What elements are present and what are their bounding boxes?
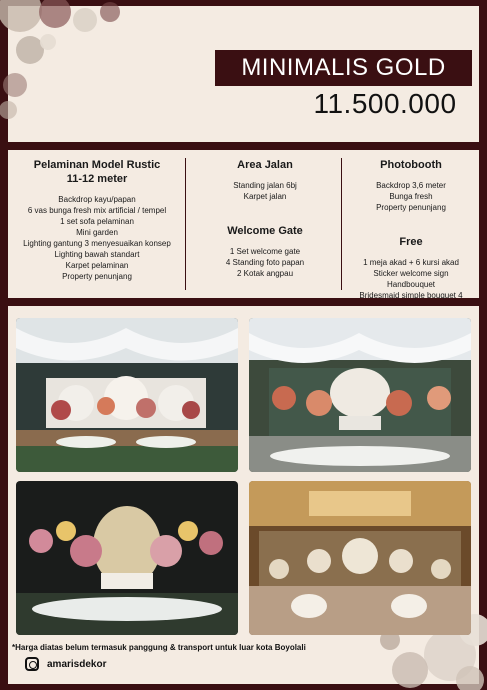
list-item: 1 Set welcome gate — [229, 247, 301, 256]
column-heading: Photobooth — [380, 159, 442, 171]
floral-decoration-top-left — [0, 0, 140, 120]
column-heading: Pelaminan Model Rustic 11-12 meter — [33, 159, 161, 185]
list-item: 1 set sofa pelaminan — [60, 217, 134, 226]
list-item: Standing jalan 6bj — [233, 181, 297, 190]
column-heading: Free — [399, 236, 423, 248]
column-photobooth — [346, 158, 476, 301]
list-item: 4 Standing foto papan — [225, 258, 305, 267]
list-item: Sticker welcome sign — [373, 269, 449, 278]
list-item: Property penunjang — [376, 203, 446, 212]
instagram-link[interactable] — [25, 657, 106, 671]
list-item: Backdrop 3,6 meter — [376, 181, 446, 190]
column-divider — [341, 158, 342, 290]
column-heading: Welcome Gate — [227, 225, 303, 237]
column-items — [190, 180, 340, 202]
column-items — [190, 246, 340, 279]
list-item: 6 vas bunga fresh mix artificial / tempel — [27, 206, 167, 215]
column-items — [346, 257, 476, 301]
list-item: Lighting gantung 3 menyesuaikan konsep — [23, 239, 171, 248]
list-item: 2 Kotak angpau — [236, 269, 294, 278]
decor-photo-4 — [249, 481, 471, 635]
list-item: 1 meja akad + 6 kursi akad — [363, 258, 459, 267]
list-item: Lighting bawah standart — [54, 250, 140, 259]
price-note: *Harga diatas belum termasuk panggung & transport untuk luar kota Boyolali — [12, 643, 306, 652]
info-band — [0, 142, 487, 306]
list-item: Bunga fresh — [389, 192, 433, 201]
decor-photo-2 — [249, 318, 471, 472]
package-price: 11.500.000 — [313, 88, 457, 119]
list-item: Handbouquet — [386, 280, 436, 289]
list-item: Karpet pelaminan — [65, 261, 129, 270]
list-item: Karpet jalan — [243, 192, 287, 201]
column-heading: Area Jalan — [237, 159, 293, 171]
info-panel — [8, 150, 479, 298]
column-items — [346, 180, 476, 213]
title-band — [215, 50, 472, 86]
instagram-handle: amarisdekor — [47, 658, 107, 670]
column-items — [12, 194, 182, 282]
column-area-jalan — [190, 158, 340, 279]
list-item: Property penunjang — [62, 272, 132, 281]
list-item: Mini garden — [76, 228, 118, 237]
column-divider — [185, 158, 186, 290]
column-pelaminan — [12, 158, 182, 282]
decor-photo-3 — [16, 481, 238, 635]
instagram-icon — [25, 657, 39, 671]
list-item: Bridesmaid simple bouquet 4 — [359, 291, 463, 300]
package-title: MINIMALIS GOLD — [241, 54, 446, 81]
list-item: Backdrop kayu/papan — [58, 195, 136, 204]
decor-photo-1 — [16, 318, 238, 472]
